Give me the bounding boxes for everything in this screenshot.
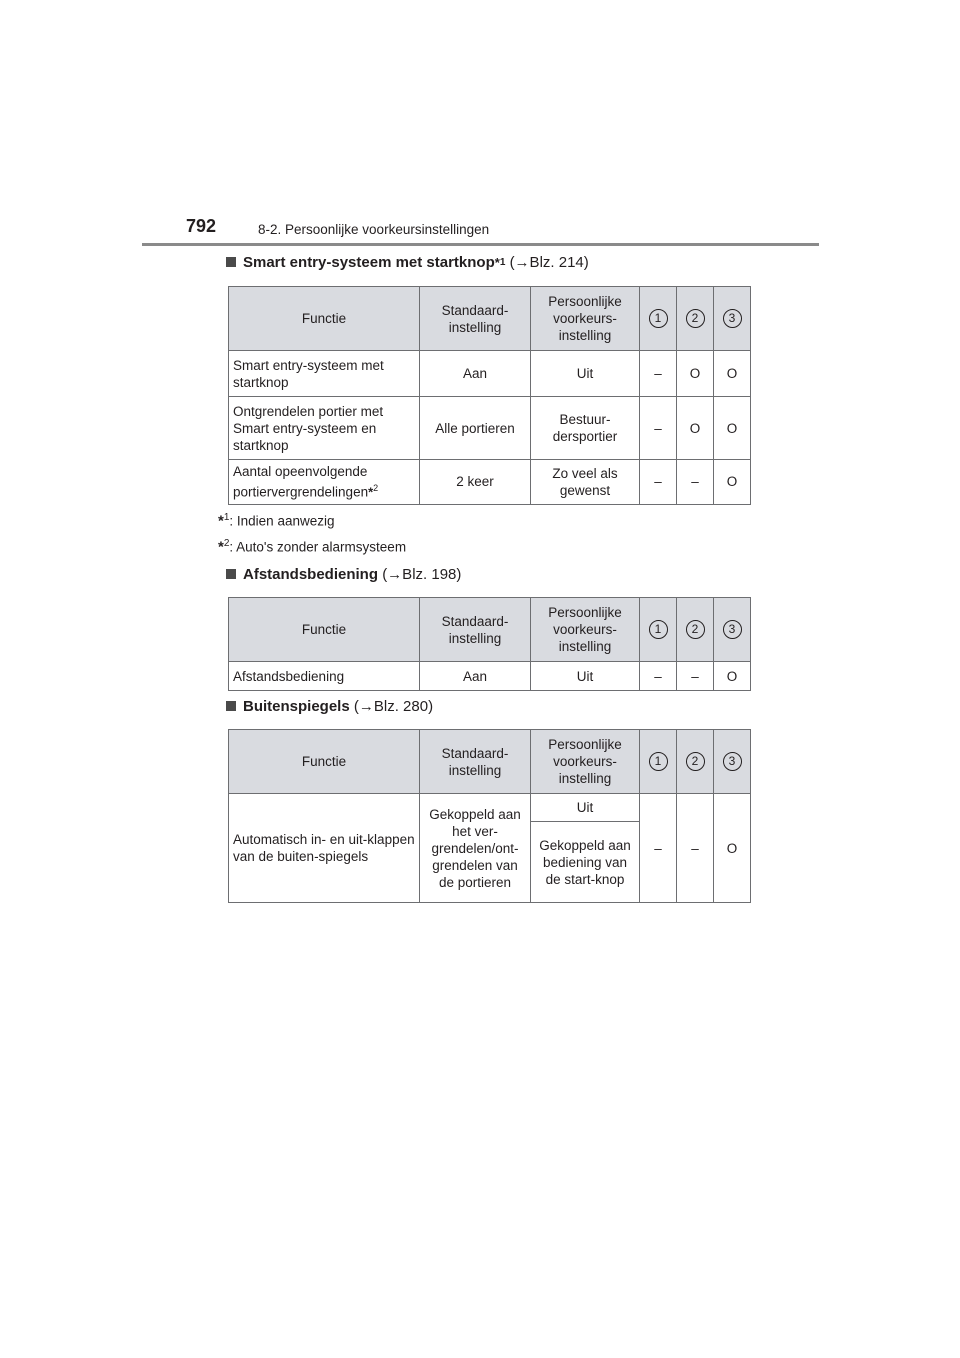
cell-c1: – — [640, 794, 677, 903]
col-default: Standaard-instelling — [420, 598, 531, 662]
cell-function-text: Aantal opeenvolgende portiervergrendelingen — [233, 464, 369, 500]
table-row — [229, 794, 751, 822]
col-default: Standaard-instelling — [420, 287, 531, 351]
circled-number: 2 — [686, 309, 705, 328]
page-reference: (→Blz. 198) — [382, 566, 462, 583]
cell-c1: – — [640, 397, 677, 460]
footnote-text: : Indien aanwezig — [229, 513, 335, 529]
footnote-star: * — [368, 484, 374, 500]
table-row — [229, 460, 751, 505]
footnote-number: 1 — [223, 512, 230, 523]
settings-table-remote — [228, 597, 751, 691]
cell-default: Aan — [420, 351, 531, 397]
cell-c2: O — [677, 397, 714, 460]
table-header-row — [229, 287, 751, 351]
table-row — [229, 662, 751, 691]
chapter-title: 8-2. Persoonlijke voorkeursinstellingen — [258, 222, 490, 237]
circled-number: 1 — [649, 752, 668, 771]
col-c1 — [640, 287, 677, 351]
footnote-text: : Auto's zonder alarmsysteem — [229, 539, 407, 555]
square-bullet-icon — [226, 569, 236, 579]
cell-function: Automatisch in- en uit-klappen van de buiten-spiegels — [229, 794, 420, 903]
square-bullet-icon — [226, 257, 236, 267]
cell-c2: – — [677, 794, 714, 903]
cell-c3: O — [714, 460, 751, 505]
footnote-number: 2 — [223, 538, 230, 549]
cell-function: Afstandsbediening — [229, 662, 420, 691]
circled-number: 3 — [723, 620, 742, 639]
footnote-1 — [218, 512, 334, 530]
footnote-star: * — [218, 512, 224, 530]
col-c2 — [677, 598, 714, 662]
cell-c2: – — [677, 662, 714, 691]
col-custom: Persoonlijke voorkeurs-instelling — [531, 730, 640, 794]
cell-c1: – — [640, 460, 677, 505]
cell-custom: Uit — [531, 351, 640, 397]
col-custom: Persoonlijke voorkeurs-instelling — [531, 598, 640, 662]
page-reference: (→Blz. 214) — [509, 254, 589, 271]
section-title-smart-entry — [226, 254, 589, 271]
col-c1 — [640, 598, 677, 662]
circled-number: 1 — [649, 620, 668, 639]
square-bullet-icon — [226, 701, 236, 711]
cell-c3: O — [714, 662, 751, 691]
col-function: Functie — [229, 287, 420, 351]
table-row — [229, 397, 751, 460]
cell-default: 2 keer — [420, 460, 531, 505]
cell-default: Aan — [420, 662, 531, 691]
circled-number: 2 — [686, 620, 705, 639]
cell-custom-option-b: Gekoppeld aan bediening van de start-knop — [531, 822, 640, 903]
circled-number: 3 — [723, 309, 742, 328]
header-rule — [142, 243, 819, 246]
cell-custom-option-a: Uit — [531, 794, 640, 822]
col-c3 — [714, 730, 751, 794]
cell-c1: – — [640, 662, 677, 691]
cell-c2: – — [677, 460, 714, 505]
settings-table-smart-entry — [228, 286, 751, 505]
cell-c3: O — [714, 794, 751, 903]
cell-function: Ontgrendelen portier met Smart entry-systeem en startknop — [229, 397, 420, 460]
footnote-2 — [218, 538, 406, 556]
cell-custom: Uit — [531, 662, 640, 691]
section-title-mirrors — [226, 698, 433, 715]
cell-default: Gekoppeld aan het ver-grendelen/ont-grendelen van de portieren — [420, 794, 531, 903]
circled-number: 3 — [723, 752, 742, 771]
page-reference: (→Blz. 280) — [353, 698, 434, 715]
cell-custom: Bestuur-dersportier — [531, 397, 640, 460]
col-c3 — [714, 598, 751, 662]
section-title-text: Afstandsbediening — [243, 566, 379, 583]
table-row — [229, 351, 751, 397]
col-c2 — [677, 730, 714, 794]
table-header-row — [229, 730, 751, 794]
section-title-remote — [226, 566, 461, 583]
col-c2 — [677, 287, 714, 351]
footnote-star: * — [218, 538, 224, 556]
cell-c3: O — [714, 397, 751, 460]
cell-default: Alle portieren — [420, 397, 531, 460]
cell-function: Smart entry-systeem met startknop — [229, 351, 420, 397]
footnote-star: * — [494, 255, 500, 270]
page-number: 792 — [186, 216, 217, 236]
col-c1 — [640, 730, 677, 794]
col-function: Functie — [229, 598, 420, 662]
section-title-text: Smart entry-systeem met startknop — [243, 254, 495, 271]
col-custom: Persoonlijke voorkeurs-instelling — [531, 287, 640, 351]
col-default: Standaard-instelling — [420, 730, 531, 794]
cell-function — [229, 460, 420, 505]
section-title-text: Buitenspiegels — [243, 698, 350, 715]
col-function: Functie — [229, 730, 420, 794]
col-c3 — [714, 287, 751, 351]
circled-number: 2 — [686, 752, 705, 771]
footnote-ref: 1 — [499, 257, 506, 268]
footnote-ref: 2 — [373, 483, 379, 493]
cell-c1: – — [640, 351, 677, 397]
table-header-row — [229, 598, 751, 662]
cell-c2: O — [677, 351, 714, 397]
settings-table-mirrors — [228, 729, 751, 903]
cell-c3: O — [714, 351, 751, 397]
cell-custom: Zo veel als gewenst — [531, 460, 640, 505]
circled-number: 1 — [649, 309, 668, 328]
